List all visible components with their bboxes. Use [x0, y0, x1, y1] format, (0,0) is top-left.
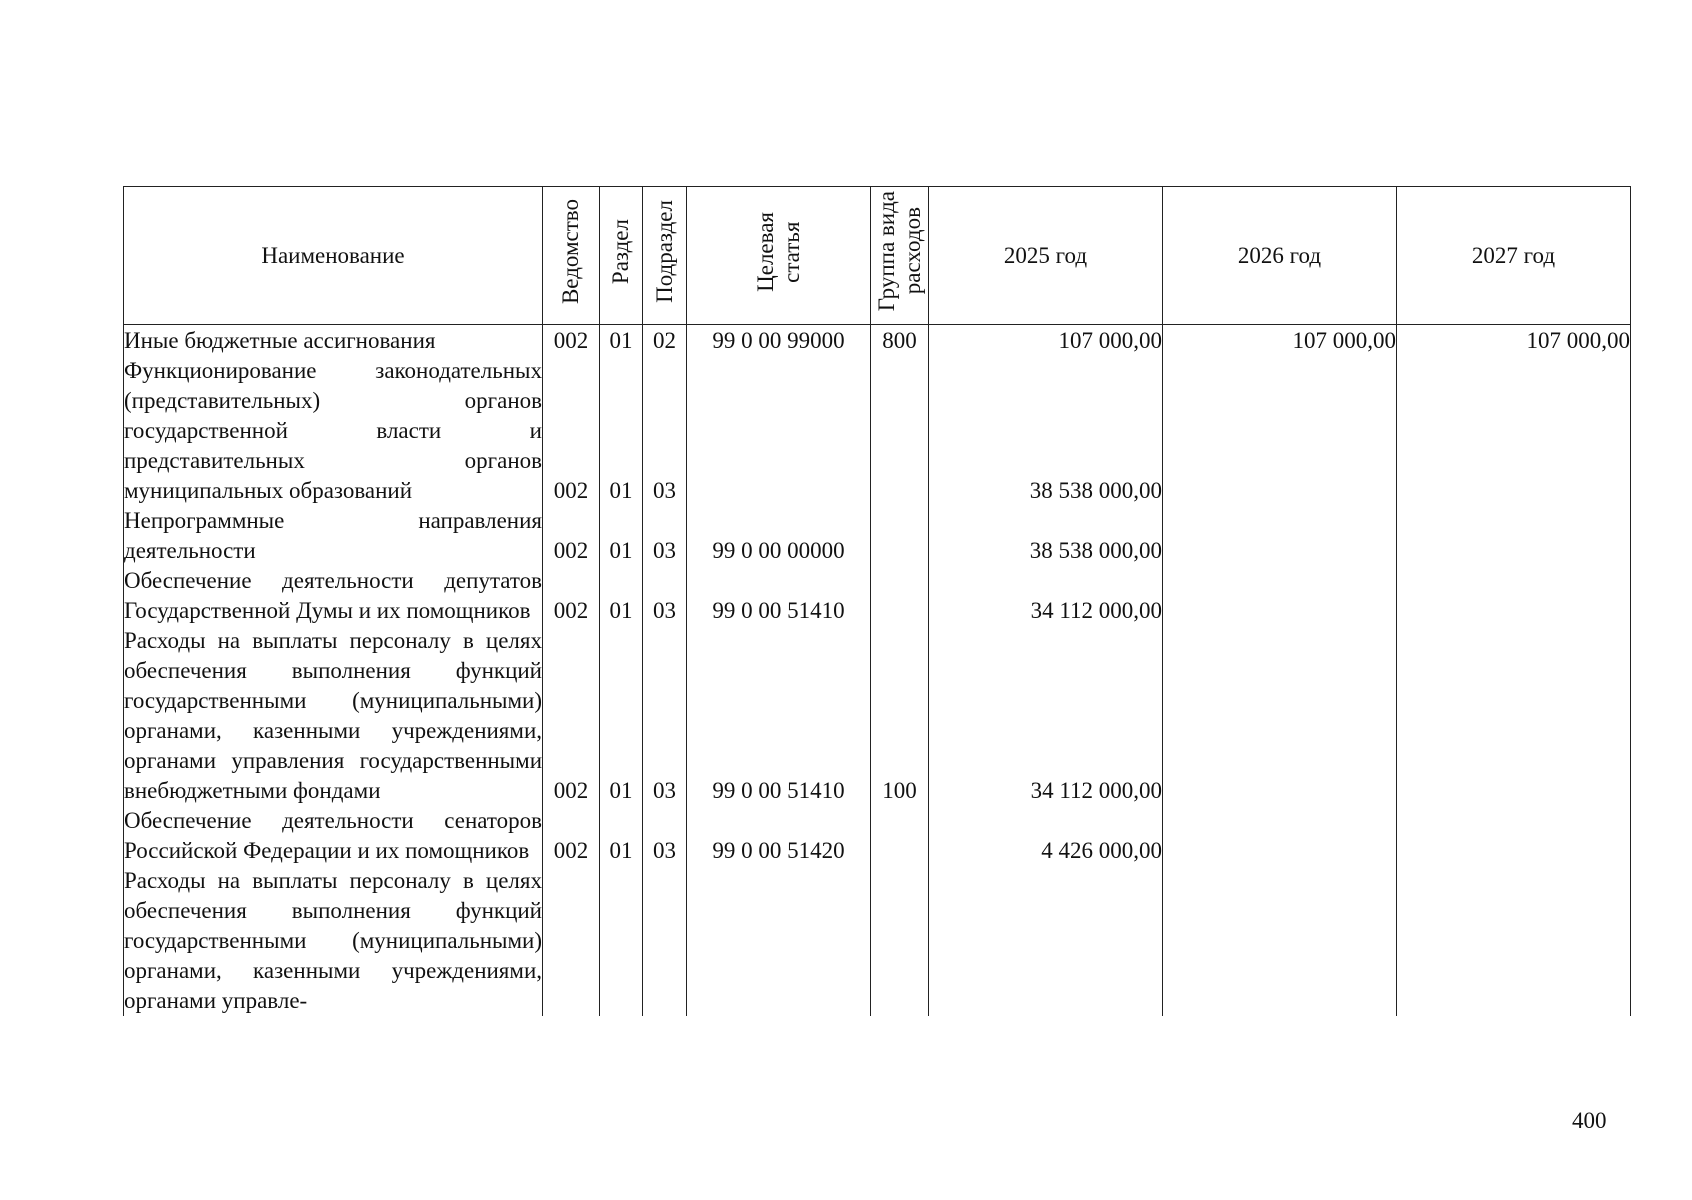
cell-dept	[543, 866, 600, 1016]
header-dept: Ведомство	[543, 187, 600, 325]
cell-section: 01	[600, 806, 643, 866]
cell-subsection: 03	[643, 356, 687, 506]
cell-y2027	[1397, 806, 1631, 866]
cell-name: Расходы на выплаты персоналу в целях обеспечения выполнения функций государственными (муниципальными) органами, казенными учреждениями, органами управления государственными внебюджетными фондами	[124, 626, 543, 806]
cell-target: 99 0 00 51410	[687, 566, 871, 626]
page-number: 400	[1572, 1108, 1607, 1133]
table-row	[124, 566, 1631, 626]
cell-section: 01	[600, 506, 643, 566]
cell-group	[871, 506, 929, 566]
cell-dept: 002	[543, 566, 600, 626]
cell-section	[600, 866, 643, 1016]
table-row	[124, 325, 1631, 357]
cell-y2025: 34 112 000,00	[929, 566, 1163, 626]
cell-y2027	[1397, 506, 1631, 566]
cell-section: 01	[600, 356, 643, 506]
cell-dept: 002	[543, 325, 600, 357]
cell-y2026	[1163, 626, 1397, 806]
cell-y2025: 4 426 000,00	[929, 806, 1163, 866]
cell-dept: 002	[543, 506, 600, 566]
cell-target: 99 0 00 51410	[687, 626, 871, 806]
header-2026: 2026 год	[1163, 187, 1397, 325]
cell-target	[687, 356, 871, 506]
cell-name: Непрограммные направления деятельности	[124, 506, 543, 566]
cell-name: Иные бюджетные ассигнования	[124, 325, 543, 357]
cell-name: Обеспечение деятельности сенаторов Российской Федерации и их помощников	[124, 806, 543, 866]
cell-y2025: 34 112 000,00	[929, 626, 1163, 806]
cell-name: Функционирование законодательных (представительных) органов государственной власти и представительных органов муниципальных образований	[124, 356, 543, 506]
cell-dept: 002	[543, 356, 600, 506]
cell-section: 01	[600, 626, 643, 806]
cell-subsection: 03	[643, 566, 687, 626]
header-target: Целевая статья	[687, 187, 871, 325]
cell-y2025	[929, 866, 1163, 1016]
table-body	[124, 325, 1631, 1017]
header-section: Раздел	[600, 187, 643, 325]
cell-y2026	[1163, 566, 1397, 626]
cell-group: 100	[871, 626, 929, 806]
cell-target: 99 0 00 99000	[687, 325, 871, 357]
cell-target	[687, 866, 871, 1016]
header-group: Группа вида расходов	[871, 187, 929, 325]
cell-y2027	[1397, 566, 1631, 626]
header-name: Наименование	[124, 187, 543, 325]
cell-group	[871, 356, 929, 506]
cell-y2027	[1397, 866, 1631, 1016]
table-row	[124, 626, 1631, 806]
cell-name: Обеспечение деятельности депутатов Государственной Думы и их помощников	[124, 566, 543, 626]
cell-subsection: 03	[643, 506, 687, 566]
cell-subsection	[643, 866, 687, 1016]
cell-subsection: 03	[643, 806, 687, 866]
cell-target: 99 0 00 51420	[687, 806, 871, 866]
cell-group	[871, 806, 929, 866]
table-row	[124, 806, 1631, 866]
table-row	[124, 866, 1631, 1016]
cell-y2026: 107 000,00	[1163, 325, 1397, 357]
cell-y2025: 107 000,00	[929, 325, 1163, 357]
budget-table	[123, 186, 1631, 1016]
cell-group	[871, 566, 929, 626]
cell-target: 99 0 00 00000	[687, 506, 871, 566]
cell-y2026	[1163, 506, 1397, 566]
cell-y2026	[1163, 866, 1397, 1016]
cell-section: 01	[600, 566, 643, 626]
cell-name: Расходы на выплаты персоналу в целях обеспечения выполнения функций государственными (муниципальными) органами, казенными учреждениями, органами управле-	[124, 866, 543, 1016]
cell-y2025: 38 538 000,00	[929, 356, 1163, 506]
table-row	[124, 356, 1631, 506]
cell-y2027	[1397, 626, 1631, 806]
cell-y2026	[1163, 806, 1397, 866]
cell-y2027: 107 000,00	[1397, 325, 1631, 357]
header-2025: 2025 год	[929, 187, 1163, 325]
cell-section: 01	[600, 325, 643, 357]
cell-dept: 002	[543, 626, 600, 806]
header-row	[124, 187, 1631, 325]
cell-y2026	[1163, 356, 1397, 506]
cell-group	[871, 866, 929, 1016]
table-row	[124, 506, 1631, 566]
cell-subsection: 03	[643, 626, 687, 806]
cell-subsection: 02	[643, 325, 687, 357]
cell-group: 800	[871, 325, 929, 357]
header-subsection: Подраздел	[643, 187, 687, 325]
header-2027: 2027 год	[1397, 187, 1631, 325]
cell-y2025: 38 538 000,00	[929, 506, 1163, 566]
cell-y2027	[1397, 356, 1631, 506]
cell-dept: 002	[543, 806, 600, 866]
